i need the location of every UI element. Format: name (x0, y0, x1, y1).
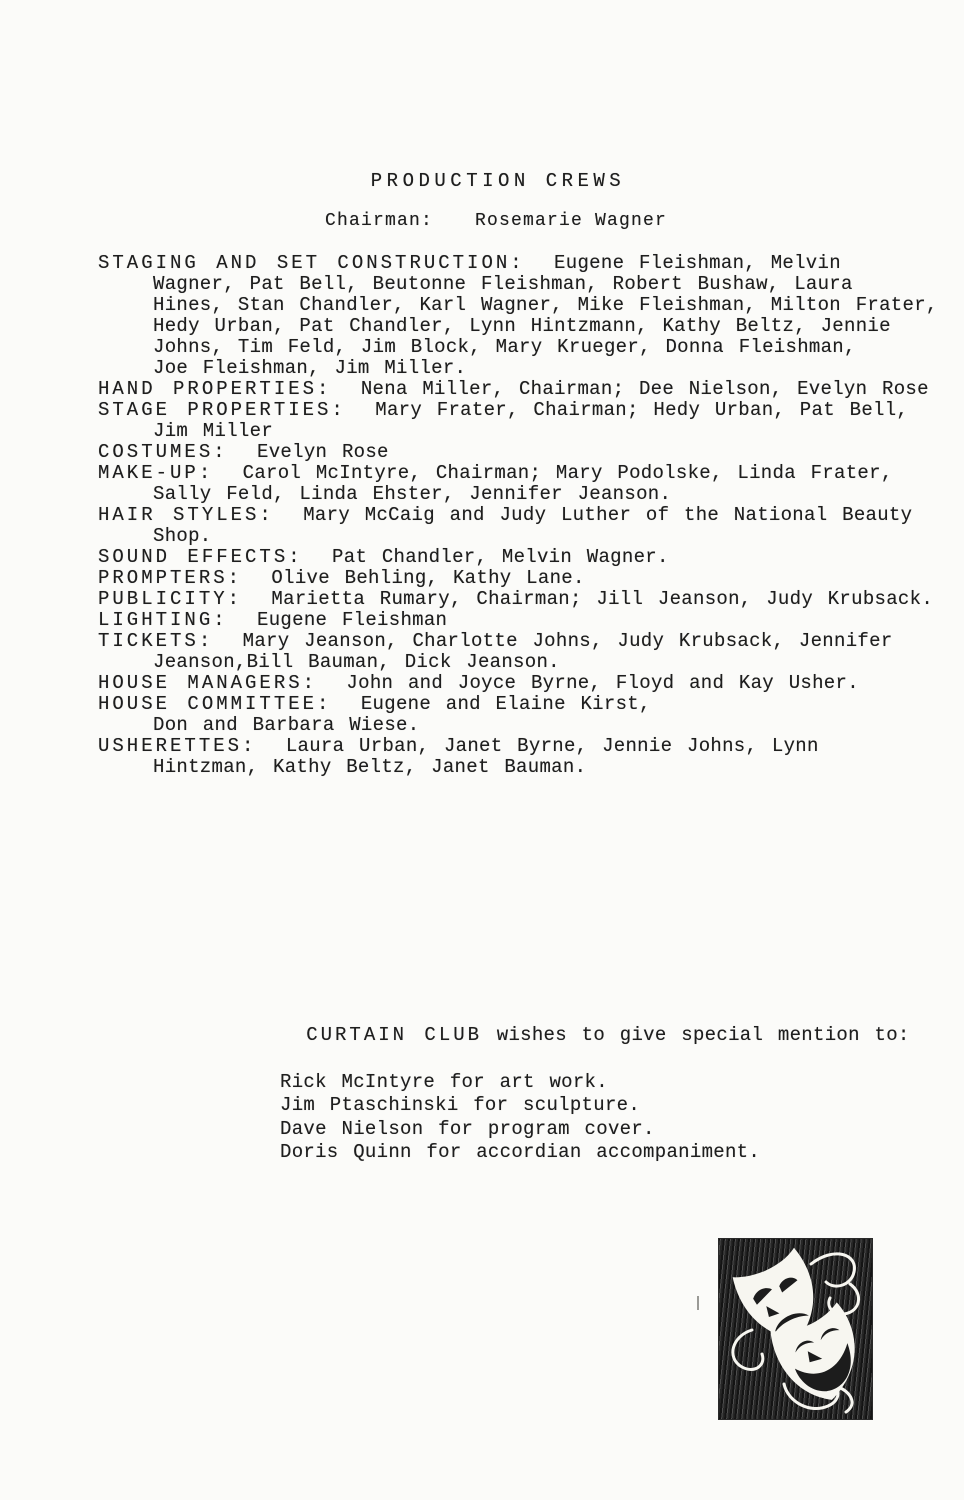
crew-section-heading: STAGING AND SET CONSTRUCTION: (98, 252, 525, 274)
crew-section-heading: HAIR STYLES: (98, 504, 274, 526)
crew-section-line: STAGING AND SET CONSTRUCTION: Eugene Fleishman, Melvin (98, 252, 841, 274)
crew-section-line: Shop. (153, 525, 212, 547)
crew-section-line: Don and Barbara Wiese. (153, 714, 420, 736)
crew-section-line: Wagner, Pat Bell, Beutonne Fleishman, Robert Bushaw, Laura (153, 273, 853, 295)
crew-section-heading: USHERETTES: (98, 735, 257, 757)
crew-section-heading: HAND PROPERTIES: (98, 378, 332, 400)
comedy-tragedy-masks-icon (718, 1238, 873, 1420)
crew-section-line: Jim Miller (153, 420, 274, 442)
crew-section-line: HOUSE MANAGERS: John and Joyce Byrne, Floyd and Kay Usher. (98, 672, 859, 694)
crew-section-heading: STAGE PROPERTIES: (98, 399, 346, 421)
crew-section-line: LIGHTING: Eugene Fleishman (98, 609, 448, 631)
crew-section-line: USHERETTES: Laura Urban, Janet Byrne, Jennie Johns, Lynn (98, 735, 819, 757)
chairman-label: Chairman: (324, 211, 433, 231)
crew-section-heading: HOUSE COMMITTEE: (98, 693, 332, 715)
special-mention-item: Rick McIntyre for art work. (280, 1070, 608, 1093)
crew-section-line: PUBLICITY: Marietta Rumary, Chairman; Jill Jeanson, Judy Krubsack. (98, 588, 934, 610)
crew-list (98, 252, 938, 778)
crew-section-heading: TICKETS: (98, 630, 214, 652)
crew-section-line: Hintzman, Kathy Beltz, Janet Bauman. (153, 756, 587, 778)
special-mention-item: Jim Ptaschinski for sculpture. (280, 1094, 641, 1116)
crew-section-line: SOUND EFFECTS: Pat Chandler, Melvin Wagner. (98, 546, 669, 568)
crew-section-heading: PUBLICITY: (98, 588, 243, 610)
special-mentions-heading: CURTAIN CLUB (306, 1023, 483, 1046)
special-mention-item: Dave Nielson for program cover. (280, 1117, 655, 1140)
special-mentions (218, 1000, 910, 1165)
crew-section-heading: COSTUMES: (98, 441, 228, 463)
crew-section-line: STAGE PROPERTIES: Mary Frater, Chairman; Hedy Urban, Pat Bell, (98, 399, 909, 421)
crew-section-line: Hedy Urban, Pat Chandler, Lynn Hintzmann, Kathy Beltz, Jennie (153, 315, 891, 337)
crew-section-line: HAIR STYLES: Mary McCaig and Judy Luther of the National Beauty (98, 504, 913, 526)
crew-section-heading: PROMPTERS: (98, 567, 243, 589)
crew-section-line: HOUSE COMMITTEE: Eugene and Elaine Kirst, (98, 693, 651, 715)
special-mention-item: Doris Quinn for accordian accompaniment. (280, 1141, 761, 1163)
crew-section-heading: LIGHTING: (98, 609, 228, 631)
crew-section-line: Johns, Tim Feld, Jim Block, Mary Krueger, Donna Fleishman, (153, 336, 856, 358)
crew-section-line: COSTUMES: Evelyn Rose (98, 441, 389, 463)
chairman-line (0, 211, 964, 231)
crew-section-line: HAND PROPERTIES: Nena Miller, Chairman; Dee Nielson, Evelyn Rose (98, 378, 929, 400)
crew-section-heading: SOUND EFFECTS: (98, 546, 303, 568)
special-mentions-intro (218, 1000, 910, 1071)
crew-section-line: MAKE-UP: Carol McIntyre, Chairman; Mary Podolske, Linda Frater, (98, 462, 893, 484)
chairman-name: Rosemarie Wagner (475, 211, 668, 231)
scan-speck (697, 1296, 699, 1310)
crew-section-line: PROMPTERS: Olive Behling, Kathy Lane. (98, 567, 585, 589)
crew-section-heading: MAKE-UP: (98, 462, 214, 484)
crew-section-line: Sally Feld, Linda Ehster, Jennifer Jeanson. (153, 483, 672, 505)
crew-section-line: Joe Fleishman, Jim Miller. (153, 357, 467, 379)
page-title: PRODUCTION CREWS (370, 170, 626, 192)
crew-section-heading: HOUSE MANAGERS: (98, 672, 318, 694)
crew-section-line: TICKETS: Mary Jeanson, Charlotte Johns, Judy Krubsack, Jennifer (98, 630, 893, 652)
special-mentions-intro-text: wishes to give special mention to: (496, 1023, 910, 1046)
comedy-tragedy-masks-artwork (718, 1238, 873, 1420)
crew-section-line: Jeanson,Bill Bauman, Dick Jeanson. (153, 651, 560, 673)
crew-section-line: Hines, Stan Chandler, Karl Wagner, Mike Fleishman, Milton Frater, (153, 294, 938, 316)
special-mentions-list (218, 1071, 858, 1165)
